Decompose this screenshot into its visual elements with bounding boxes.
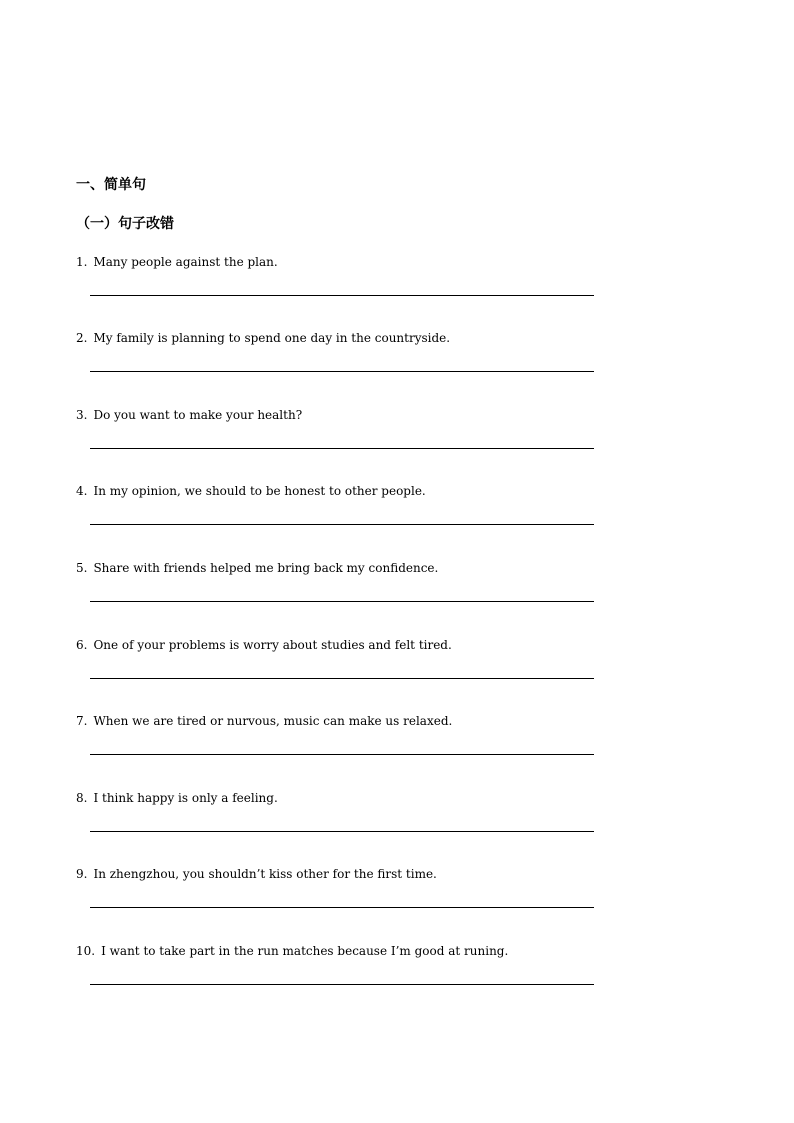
question-text [76,637,452,653]
section-title: 一、简单句 [76,177,146,193]
question-text [76,254,278,270]
question-number: 8. [76,791,88,805]
question-number: 6. [76,638,88,652]
question-sentence: I think happy is only a feeling. [93,791,278,805]
question-sentence: I want to take part in the run matches because I’m good at runing. [101,944,509,958]
subsection-title: （一）句子改错 [76,216,174,232]
question-sentence: One of your problems is worry about studies and felt tired. [93,638,452,652]
answer-line[interactable] [90,371,594,372]
question-item [76,943,636,1003]
question-sentence: Do you want to make your health? [93,408,303,422]
question-item [76,407,636,467]
answer-line[interactable] [90,448,594,449]
question-item [76,713,636,773]
question-sentence: When we are tired or nurvous, music can make us relaxed. [93,714,453,728]
question-sentence: My family is planning to spend one day in the countryside. [93,331,451,345]
question-item [76,483,636,543]
question-item [76,637,636,697]
answer-line[interactable] [90,984,594,985]
question-text [76,943,508,959]
question-text [76,713,452,729]
answer-line[interactable] [90,678,594,679]
question-sentence: In my opinion, we should to be honest to other people. [93,484,426,498]
question-sentence: Share with friends helped me bring back my confidence. [93,561,439,575]
question-number: 4. [76,484,88,498]
question-number: 9. [76,867,88,881]
question-item [76,560,636,620]
question-text [76,483,426,499]
question-text [76,790,278,806]
answer-line[interactable] [90,601,594,602]
answer-line[interactable] [90,907,594,908]
question-item [76,330,636,390]
question-number: 5. [76,561,88,575]
answer-line[interactable] [90,831,594,832]
answer-line[interactable] [90,524,594,525]
question-number: 3. [76,408,88,422]
question-sentence: In zhengzhou, you shouldn’t kiss other for the first time. [93,867,437,881]
question-number: 1. [76,255,88,269]
question-sentence: Many people against the plan. [93,255,278,269]
answer-line[interactable] [90,295,594,296]
question-number: 7. [76,714,88,728]
question-number: 2. [76,331,88,345]
question-text [76,330,450,346]
question-text [76,866,437,882]
question-text [76,407,302,423]
answer-line[interactable] [90,754,594,755]
question-item [76,790,636,850]
question-item [76,866,636,926]
question-text [76,560,438,576]
question-item [76,254,636,314]
question-number: 10. [76,944,96,958]
